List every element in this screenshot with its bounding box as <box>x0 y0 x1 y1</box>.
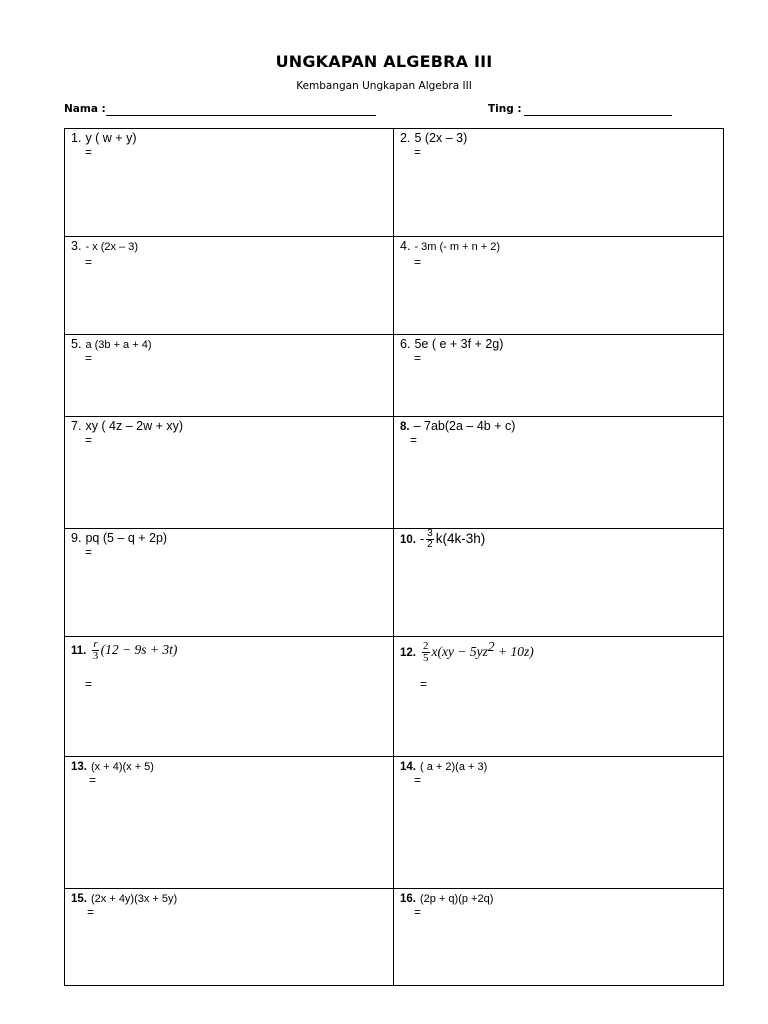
question-12 <box>400 639 534 664</box>
equals-sign: = <box>85 545 93 559</box>
question-2 <box>400 131 467 145</box>
question-expression: (2p + q)(p +2q) <box>420 893 494 905</box>
worksheet-subtitle: Kembangan Ungkapan Algebra III <box>296 80 472 92</box>
questions-grid <box>64 128 724 986</box>
question-7 <box>71 419 183 433</box>
negative-sign: - <box>420 531 425 546</box>
question-15 <box>71 891 177 905</box>
question-cell-9[interactable] <box>65 529 394 637</box>
nama-label: Nama : <box>64 103 106 115</box>
equals-sign: = <box>85 351 93 365</box>
question-cell-8[interactable] <box>394 417 724 529</box>
question-cell-13[interactable] <box>65 757 394 889</box>
question-cell-3[interactable] <box>65 237 394 335</box>
ting-blank-line[interactable] <box>524 115 672 116</box>
question-number: 14. <box>400 761 416 773</box>
ting-label: Ting : <box>488 103 522 115</box>
question-expression: 5 (2x – 3) <box>414 131 468 145</box>
exponent: 2 <box>487 639 495 654</box>
question-cell-1[interactable] <box>65 129 394 237</box>
question-number: 5. <box>71 337 82 351</box>
question-1 <box>71 131 136 145</box>
question-number: 11. <box>71 644 87 657</box>
equals-sign: = <box>89 773 97 787</box>
equals-sign: = <box>85 145 93 159</box>
question-cell-16[interactable] <box>394 889 724 986</box>
question-number: 8. <box>400 421 410 433</box>
question-expression: - x (2x – 3) <box>85 241 139 253</box>
question-cell-7[interactable] <box>65 417 394 529</box>
equals-sign: = <box>414 351 422 365</box>
question-number: 3. <box>71 239 82 253</box>
question-cell-10[interactable] <box>394 529 724 637</box>
question-number: 12. <box>400 647 416 660</box>
question-5 <box>71 337 151 351</box>
equals-sign: = <box>87 905 95 919</box>
equals-sign: = <box>414 905 422 919</box>
question-6 <box>400 337 503 351</box>
question-number: 16. <box>400 893 416 905</box>
question-cell-5[interactable] <box>65 335 394 417</box>
question-cell-2[interactable] <box>394 129 724 237</box>
equals-sign: = <box>414 773 422 787</box>
equals-sign: = <box>414 145 422 159</box>
equals-sign: = <box>420 677 428 691</box>
student-info-row <box>64 103 684 119</box>
question-cell-15[interactable] <box>65 889 394 986</box>
question-10 <box>400 529 485 550</box>
question-expression: pq (5 – q + 2p) <box>85 531 168 545</box>
question-expression: k(4k-3h) <box>435 530 486 546</box>
question-expression: xy ( 4z – 2w + xy) <box>85 419 184 433</box>
equals-sign: = <box>85 433 93 447</box>
question-cell-6[interactable] <box>394 335 724 417</box>
question-11 <box>71 639 177 662</box>
question-3 <box>71 239 138 253</box>
question-number: 2. <box>400 131 411 145</box>
fraction-r-over-3: $\frac{r}{3}$ <box>92 638 99 662</box>
question-expression-part-b: + 10z) <box>494 644 534 660</box>
question-number: 13. <box>71 761 87 773</box>
question-expression: - 3m (- m + n + 2) <box>414 241 501 253</box>
question-number: 1. <box>71 131 82 145</box>
question-4 <box>400 239 500 253</box>
question-14 <box>400 759 487 773</box>
question-expression: (12 − 9s + 3t) <box>100 641 178 657</box>
worksheet-title: UNGKAPAN ALGEBRA III <box>275 52 493 71</box>
question-13 <box>71 759 154 773</box>
question-expression: – 7ab(2a – 4b + c) <box>413 419 516 433</box>
question-cell-12[interactable] <box>394 637 724 757</box>
question-number: 15. <box>71 893 87 905</box>
equals-sign: = <box>85 677 93 691</box>
question-8 <box>400 419 515 433</box>
question-number: 10. <box>400 533 416 546</box>
question-expression: y ( w + y) <box>85 131 137 145</box>
question-number: 7. <box>71 419 82 433</box>
question-number: 6. <box>400 337 411 351</box>
equals-sign: = <box>85 255 93 269</box>
question-expression: a (3b + a + 4) <box>85 339 152 351</box>
question-number: 9. <box>71 531 82 545</box>
question-number: 4. <box>400 239 411 253</box>
equals-sign: = <box>410 433 418 447</box>
question-expression: (2x + 4y)(3x + 5y) <box>91 893 178 905</box>
question-expression: 5e ( e + 3f + 2g) <box>414 337 504 351</box>
question-16 <box>400 891 493 905</box>
question-cell-4[interactable] <box>394 237 724 335</box>
question-expression-part-a: x(xy − 5yz <box>431 644 488 660</box>
question-expression: ( a + 2)(a + 3) <box>420 761 488 773</box>
question-9 <box>71 531 167 545</box>
fraction-two-fifths: $\frac{2}{5}$ <box>423 640 429 665</box>
nama-blank-line[interactable] <box>106 115 376 116</box>
fraction-three-halves: $\frac{3}{2}$ <box>427 528 433 550</box>
question-cell-11[interactable] <box>65 637 394 757</box>
question-expression: (x + 4)(x + 5) <box>91 761 154 773</box>
question-cell-14[interactable] <box>394 757 724 889</box>
equals-sign: = <box>414 255 422 269</box>
